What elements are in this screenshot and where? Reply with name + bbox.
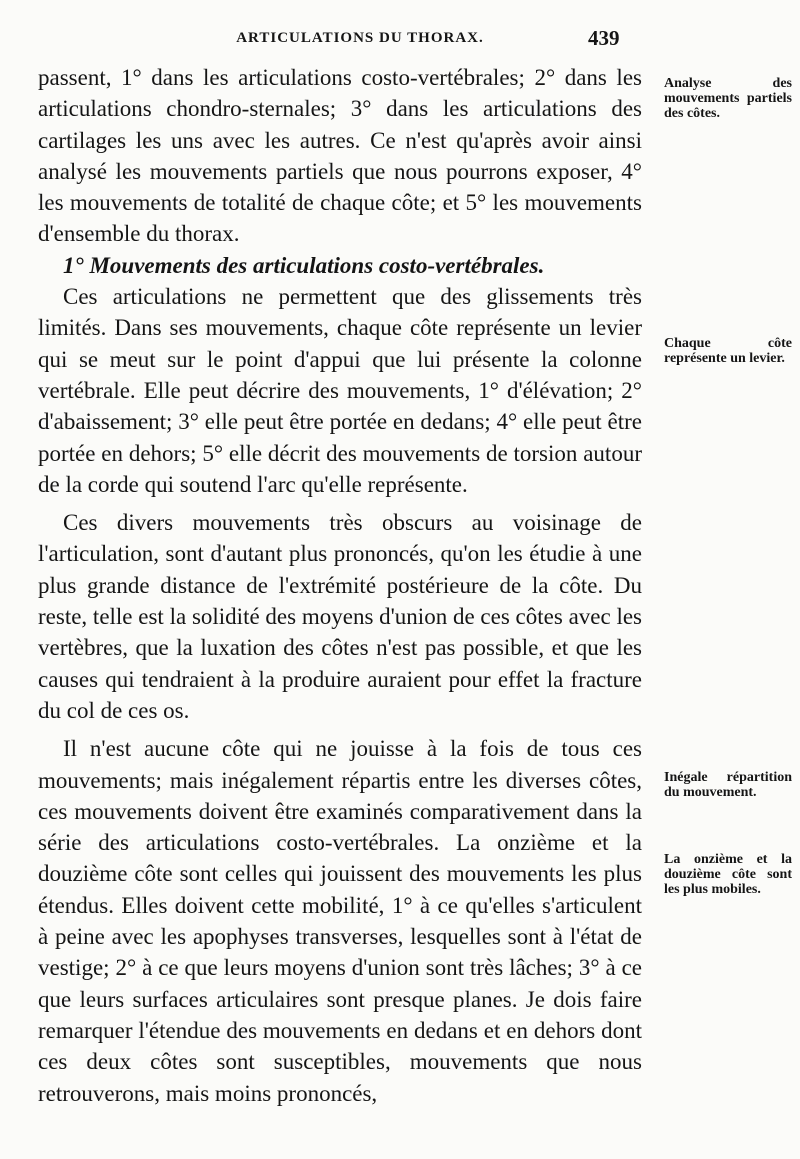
running-header: ARTICULATIONS DU THORAX. bbox=[236, 30, 484, 46]
main-text-column bbox=[38, 62, 642, 1109]
section-heading: 1° Mouvements des articulations costo-vertébrales. bbox=[63, 252, 545, 278]
sidenote-repartition: Inégale répartition du mouvement. bbox=[664, 770, 792, 800]
page-number: 439 bbox=[588, 26, 620, 50]
sidenote-levier: Chaque côte représente un levier. bbox=[664, 336, 792, 366]
paragraph-2: Ces divers mouvements très obscurs au voisinage de l'articulation, sont d'autant plus prononcés, qu'on les étudie à une plus grande distance de l'extrémité postérieure de la côte. Du reste, telle est la solidité des moyens d'union de ces côtes avec les vertèbres, que la luxation des côtes n'est pas possible, et que les causes qui tendraient à la produire auraient pour effet la fracture du col de ces os. bbox=[38, 510, 642, 723]
intro-paragraph: passent, 1° dans les articulations costo-vertébrales; 2° dans les articulations chondro-sternales; 3° dans les articulations des cartilages les uns avec les autres. Ce n'est qu'après avoir ainsi analysé les mouvements partiels que nous pourrons exposer, 4° les mouvements de totalité de chaque côte; et 5° les mouvements d'ensemble du thorax. bbox=[38, 65, 642, 247]
sidenote-onzieme-douzieme: La onzième et la douzième côte sont les plus mobiles. bbox=[664, 852, 792, 897]
paragraph-1: Ces articulations ne permettent que des glissements très limités. Dans ses mouvements, chaque côte représente un levier qui se meut sur le point d'appui que lui présente la colonne vertébrale. Elle peut décrire des mouvements, 1° d'élévation; 2° d'abaissement; 3° elle peut être portée en dedans; 4° elle peut être portée en dehors; 5° elle décrit des mouvements de torsion autour de la corde qui soutend l'arc qu'elle représente. bbox=[38, 284, 642, 497]
sidenote-analyse: Analyse des mouvements partiels des côtes. bbox=[664, 76, 792, 121]
paragraph-3: Il n'est aucune côte qui ne jouisse à la fois de tous ces mouvements; mais inégalement répartis entre les diverses côtes, ces mouvements doivent être examinés comparativement dans la série des articulations costo-vertébrales. La onzième et la douzième côte sont celles qui jouissent des mouvements les plus étendus. Elles doivent cette mobilité, 1° à ce qu'elles s'articulent à peine avec les apophyses transverses, lesquelles sont à l'état de vestige; 2° à ce que leurs moyens d'union sont très lâches; 3° à ce que leurs surfaces articulaires sont presque planes. Je dois faire remarquer l'étendue des mouvements en dedans et en dehors dont ces deux côtes sont susceptibles, mouvements que nous retrouverons, mais moins prononcés, bbox=[38, 736, 642, 1106]
